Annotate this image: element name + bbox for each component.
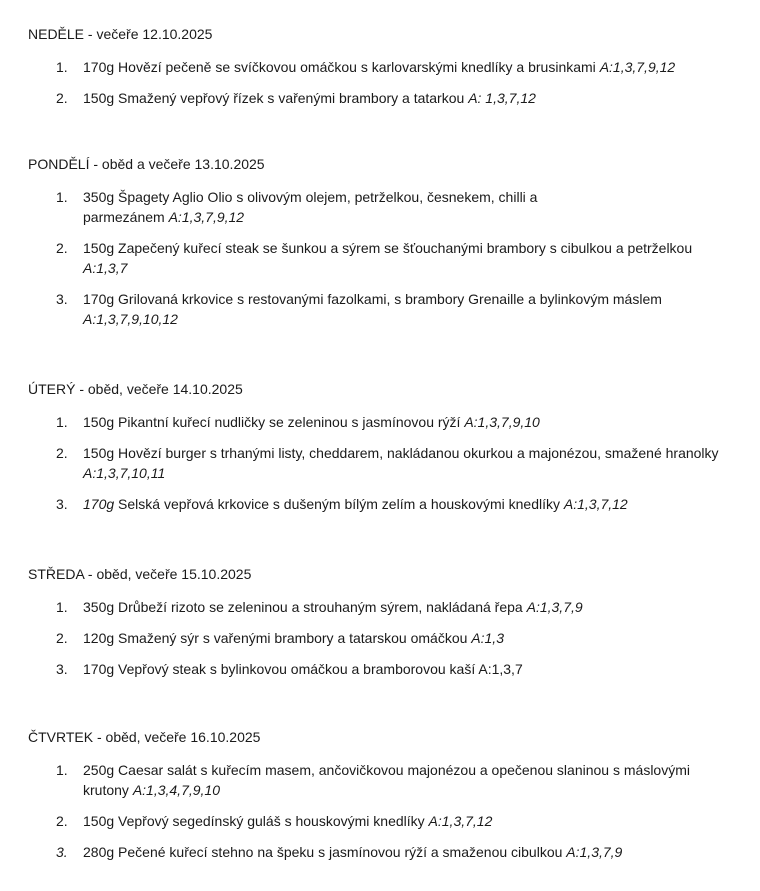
- day-section-nedele: [28, 25, 728, 108]
- item-allergens: A: 1,3,7,12: [468, 90, 536, 106]
- item-weight: 150g: [83, 240, 115, 256]
- item-allergens: A:1,3,7,9,12: [599, 59, 676, 75]
- item-allergens: A:1,3,7,12: [428, 813, 493, 829]
- item-dish: Smažený vepřový řízek s vařenými brambory a tatarkou: [118, 90, 469, 106]
- item-allergens: A:1,3,7,12: [563, 496, 628, 512]
- menu-item: [28, 289, 728, 329]
- item-number: 1.: [56, 59, 68, 75]
- menu-list: [28, 597, 728, 679]
- item-allergens: A:1,3,7,9,10,12: [83, 311, 178, 327]
- item-number: 2.: [56, 90, 68, 106]
- menu-item: [28, 842, 728, 862]
- item-dish: Pečené kuřecí stehno na špeku s jasmínovou rýží a smaženou cibulkou: [118, 844, 563, 860]
- item-number: 2.: [56, 240, 68, 256]
- item-number: 2.: [56, 630, 68, 646]
- menu-item: [28, 597, 728, 617]
- item-dish: Pikantní kuřecí nudličky se zeleninou s jasmínovou rýží: [118, 414, 461, 430]
- menu-list: [28, 57, 728, 108]
- item-dish: Drůbeží rizoto se zeleninou a strouhaným sýrem, nakládaná řepa: [118, 599, 523, 615]
- item-number: 3.: [56, 844, 68, 860]
- day-section-streda: [28, 565, 728, 679]
- day-section-ctvrtek: [28, 728, 728, 862]
- item-dish: Caesar salát s kuřecím masem, ančovičkovou majonézou a opečenou slaninou s máslovými krutony: [83, 762, 690, 798]
- item-weight: 150g: [83, 90, 115, 106]
- item-allergens: A:1,3,7: [83, 260, 128, 276]
- item-allergens: A:1,3: [471, 630, 504, 646]
- item-weight: 170g: [83, 496, 115, 512]
- item-weight: 150g: [83, 813, 115, 829]
- menu-item: [28, 659, 728, 679]
- menu-item: [28, 628, 728, 648]
- item-dish: Zapečený kuřecí steak se šunkou a sýrem se šťouchanými brambory s cibulkou a petrželkou: [118, 240, 693, 256]
- item-dish: Vepřový segedínský guláš s houskovými knedlíky: [118, 813, 425, 829]
- item-allergens: A:1,3,7: [478, 661, 523, 677]
- item-weight: 280g: [83, 844, 115, 860]
- item-weight: 170g: [83, 59, 115, 75]
- item-allergens: A:1,3,7,9,10: [464, 414, 540, 430]
- menu-item: [28, 760, 728, 800]
- item-weight: 350g: [83, 189, 115, 205]
- item-dish: Vepřový steak s bylinkovou omáčkou a bramborovou kaší: [118, 661, 476, 677]
- item-dish: Selská vepřová krkovice s dušeným bílým zelím a houskovými knedlíky: [118, 496, 560, 512]
- menu-item: [28, 412, 728, 432]
- item-allergens: A:1,3,7,9: [566, 844, 623, 860]
- item-dish: Hovězí burger s trhanými listy, cheddarem, nakládanou okurkou a majonézou, smažené hranolky: [118, 445, 719, 461]
- item-allergens: A:1,3,7,10,11: [83, 465, 166, 481]
- day-section-utery: [28, 380, 728, 514]
- menu-item: [28, 238, 728, 278]
- item-dish: Hovězí pečeně se svíčkovou omáčkou s karlovarskými knedlíky a brusinkami: [118, 59, 596, 75]
- item-dish: Grilovaná krkovice s restovanými fazolkami, s brambory Grenaille a bylinkovým máslem: [118, 291, 662, 307]
- menu-item: [28, 187, 728, 227]
- item-weight: 250g: [83, 762, 115, 778]
- day-heading: STŘEDA - oběd, večeře 15.10.2025: [28, 566, 252, 582]
- item-allergens: A:1,3,7,9,12: [168, 209, 245, 225]
- menu-item: [28, 88, 728, 108]
- item-weight: 170g: [83, 291, 115, 307]
- item-weight: 150g: [83, 445, 115, 461]
- item-number: 2.: [56, 445, 68, 461]
- day-heading: NEDĚLE - večeře 12.10.2025: [28, 26, 213, 42]
- menu-list: [28, 187, 728, 329]
- menu-item: [28, 57, 728, 77]
- item-number: 1.: [56, 599, 68, 615]
- item-allergens: A:1,3,4,7,9,10: [132, 782, 220, 798]
- item-number: 2.: [56, 813, 68, 829]
- item-number: 3.: [56, 291, 68, 307]
- item-number: 1.: [56, 414, 68, 430]
- item-number: 1.: [56, 189, 68, 205]
- menu-list: [28, 760, 728, 862]
- menu-item: [28, 443, 728, 483]
- item-allergens: A:1,3,7,9: [526, 599, 583, 615]
- day-section-pondeli: [28, 155, 728, 329]
- item-weight: 150g: [83, 414, 115, 430]
- item-weight: 350g: [83, 599, 115, 615]
- item-number: 3.: [56, 661, 68, 677]
- item-weight: 170g: [83, 661, 115, 677]
- menu-item: [28, 494, 728, 514]
- item-dish: Špagety Aglio Olio s olivovým olejem, petrželkou, česnekem, chilli a parmezánem: [83, 189, 538, 225]
- item-number: 1.: [56, 762, 68, 778]
- item-weight: 120g: [83, 630, 115, 646]
- day-heading: PONDĚLÍ - oběd a večeře 13.10.2025: [28, 156, 265, 172]
- menu-list: [28, 412, 728, 514]
- day-heading: ČTVRTEK - oběd, večeře 16.10.2025: [28, 729, 261, 745]
- menu-item: [28, 811, 728, 831]
- day-heading: ÚTERÝ - oběd, večeře 14.10.2025: [28, 381, 243, 397]
- item-number: 3.: [56, 496, 68, 512]
- item-dish: Smažený sýr s vařenými brambory a tatarskou omáčkou: [118, 630, 468, 646]
